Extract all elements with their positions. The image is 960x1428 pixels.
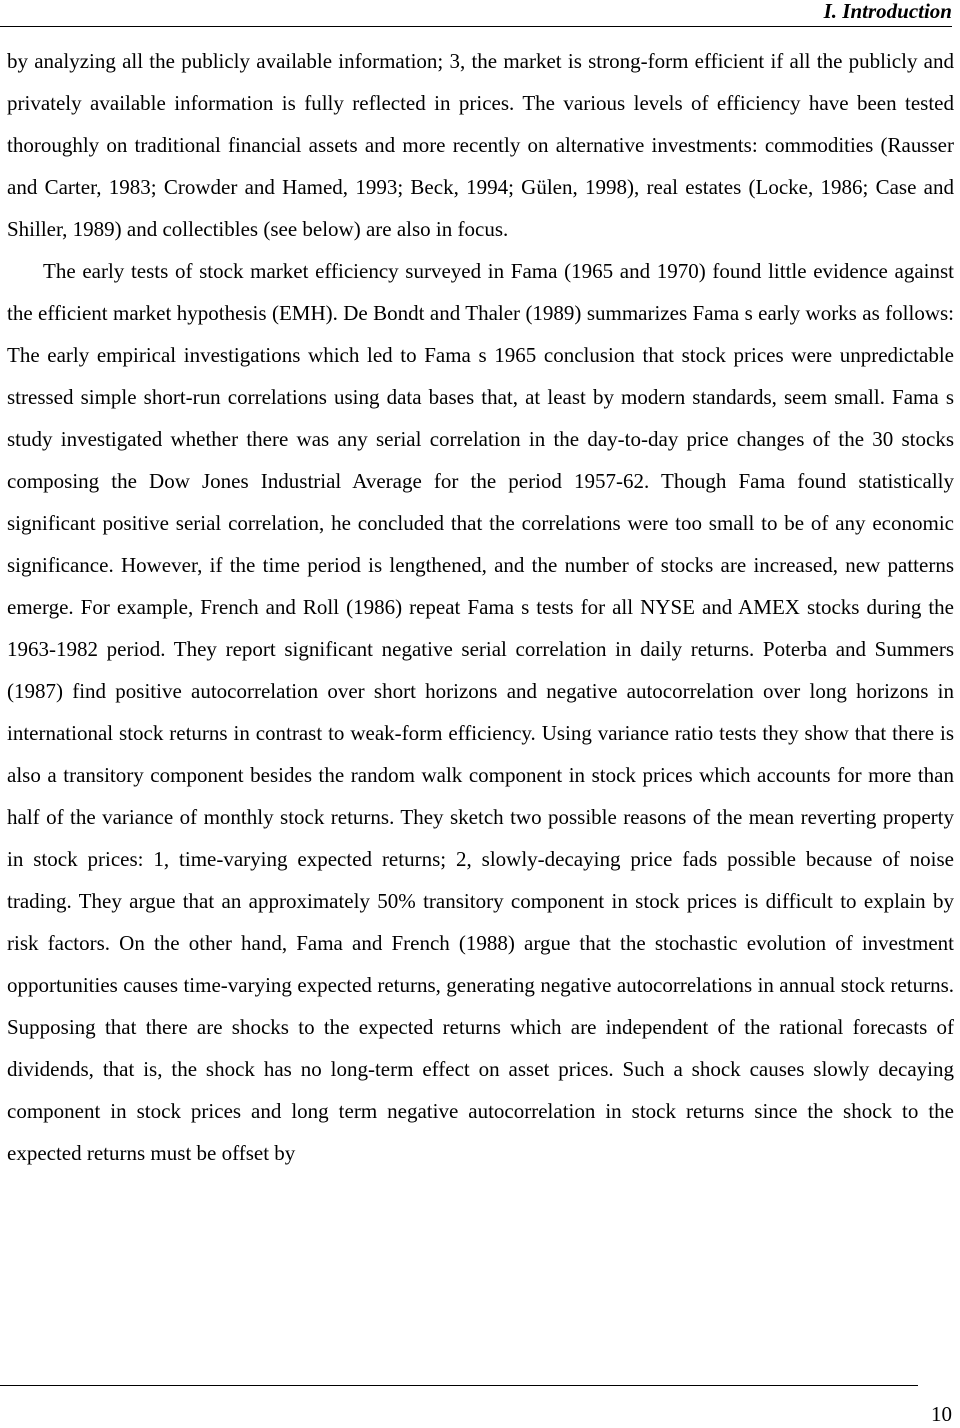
page-number: 10 [931, 1402, 952, 1426]
body-text [7, 40, 954, 1174]
running-header [0, 0, 952, 27]
paragraph: by analyzing all the publicly available information; 3, the market is strong-form efficient if all the publicly and privately available information is fully reflected in prices. The various levels of efficiency have been tested thoroughly on traditional financial assets and more recently on alternative investments: commodities (Rausser and Carter, 1983; Crowder and Hamed, 1993; Beck, 1994; Gülen, 1998), real estates (Locke, 1986; Case and Shiller, 1989) and collectibles (see below) are also in focus. [7, 49, 954, 241]
footer-rule [0, 1385, 918, 1386]
section-title: I. Introduction [823, 0, 952, 23]
paragraph: The early tests of stock market efficiency surveyed in Fama (1965 and 1970) found little evidence against the efficient market hypothesis (EMH). De Bondt and Thaler (1989) summarizes Fama s early works as follows: The early empirical investigations which led to Fama s 1965 conclusion that stock prices were unpredictable stressed simple short-run correlations using data bases that, at least by modern standards, seem small. Fama s study investigated whether there was any serial correlation in the day-to-day price changes of the 30 stocks composing the Dow Jones Industrial Average for the period 1957-62. Though Fama found statistically significant positive serial correlation, he concluded that the correlations were too small to be of any economic significance. However, if the time period is lengthened, and the number of stocks are increased, new patterns emerge. For example, French and Roll (1986) repeat Fama s tests for all NYSE and AMEX stocks during the 1963-1982 period. They report significant negative serial correlation in daily returns. Poterba and Summers (1987) find positive autocorrelation over short horizons and negative autocorrelation over long horizons in international stock returns in contrast to weak-form efficiency. Using variance ratio tests they show that there is also a transitory component besides the random walk component in stock prices which accounts for more than half of the variance of monthly stock returns. They sketch two possible reasons of the mean reverting property in stock prices: 1, time-varying expected returns; 2, slowly-decaying price fads possible because of noise trading. They argue that an approximately 50% transitory component in stock prices is difficult to explain by risk factors. On the other hand, Fama and French (1988) argue that the stochastic evolution of investment opportunities causes time-varying expected returns, generating negative autocorrelations in annual stock returns. Supposing that there are shocks to the expected returns which are independent of the rational forecasts of dividends, that is, the shock has no long-term effect on asset prices. Such a shock causes slowly decaying component in stock prices and long term negative autocorrelation in stock returns since the shock to the expected returns must be offset by [7, 259, 954, 1165]
